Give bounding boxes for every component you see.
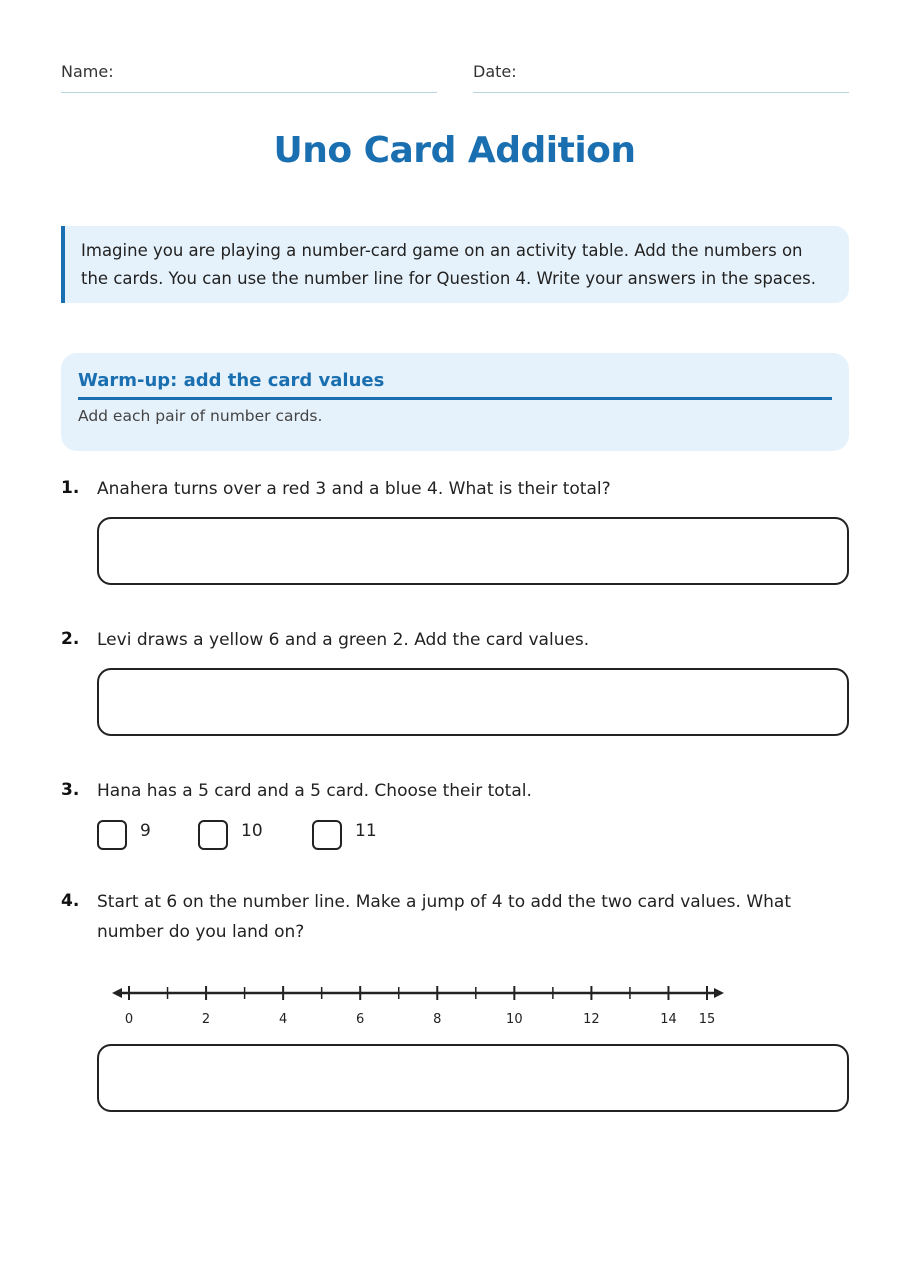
question-2-answer-box[interactable] bbox=[97, 668, 849, 736]
question-3-text: Hana has a 5 card and a 5 card. Choose their total. bbox=[97, 781, 532, 801]
question-1-text: Anahera turns over a red 3 and a blue 4. What is their total? bbox=[97, 479, 611, 499]
name-label: Name: bbox=[61, 62, 114, 81]
number-line-labels bbox=[125, 1012, 715, 1027]
number-line-arrow-left bbox=[112, 988, 122, 998]
question-1-answer-box[interactable] bbox=[97, 517, 849, 585]
number-line-label-4: 4 bbox=[278, 1012, 288, 1027]
number-line-label-15: 15 bbox=[698, 1012, 716, 1027]
section-subtitle: Add each pair of number cards. bbox=[78, 407, 323, 425]
question-2-text: Levi draws a yellow 6 and a green 2. Add the card values. bbox=[97, 630, 590, 650]
name-field[interactable] bbox=[61, 62, 437, 93]
question-4-text: Start at 6 on the number line. Make a jump of 4 to add the two card values. What number do you land on? bbox=[97, 892, 791, 942]
number-line-label-2: 2 bbox=[201, 1012, 211, 1027]
option-10-label: 10 bbox=[241, 821, 263, 841]
number-line-label-8: 8 bbox=[433, 1012, 442, 1027]
option-9-checkbox[interactable] bbox=[97, 820, 127, 850]
section-title: Warm-up: add the card values bbox=[78, 370, 832, 400]
option-11-checkbox[interactable] bbox=[312, 820, 342, 850]
number-line-label-10: 10 bbox=[506, 1012, 523, 1027]
date-field[interactable] bbox=[473, 62, 849, 93]
number-line-arrow-right bbox=[714, 988, 724, 998]
number-line-label-14: 14 bbox=[660, 1012, 677, 1027]
option-9-label: 9 bbox=[140, 821, 151, 841]
question-3-number: 3. bbox=[61, 780, 80, 800]
page-title: Uno Card Addition bbox=[273, 130, 636, 171]
option-10-checkbox[interactable] bbox=[198, 820, 228, 850]
date-label: Date: bbox=[473, 62, 517, 81]
option-11-label: 11 bbox=[355, 821, 377, 841]
instructions-box bbox=[61, 226, 849, 303]
number-line bbox=[100, 975, 740, 1035]
instructions-text: Imagine you are playing a number-card game on an activity table. Add the numbers on the cards. You can use the number line for Question 4. Write your answers in the spaces. bbox=[81, 241, 816, 288]
question-1-number: 1. bbox=[61, 478, 80, 498]
question-4-number: 4. bbox=[61, 891, 80, 911]
question-4-answer-box[interactable] bbox=[97, 1044, 849, 1112]
number-line-label-12: 12 bbox=[583, 1012, 600, 1027]
section-header bbox=[61, 353, 849, 451]
question-2-number: 2. bbox=[61, 629, 80, 649]
number-line-label-6: 6 bbox=[356, 1012, 365, 1027]
number-line-label-0: 0 bbox=[124, 1012, 134, 1027]
